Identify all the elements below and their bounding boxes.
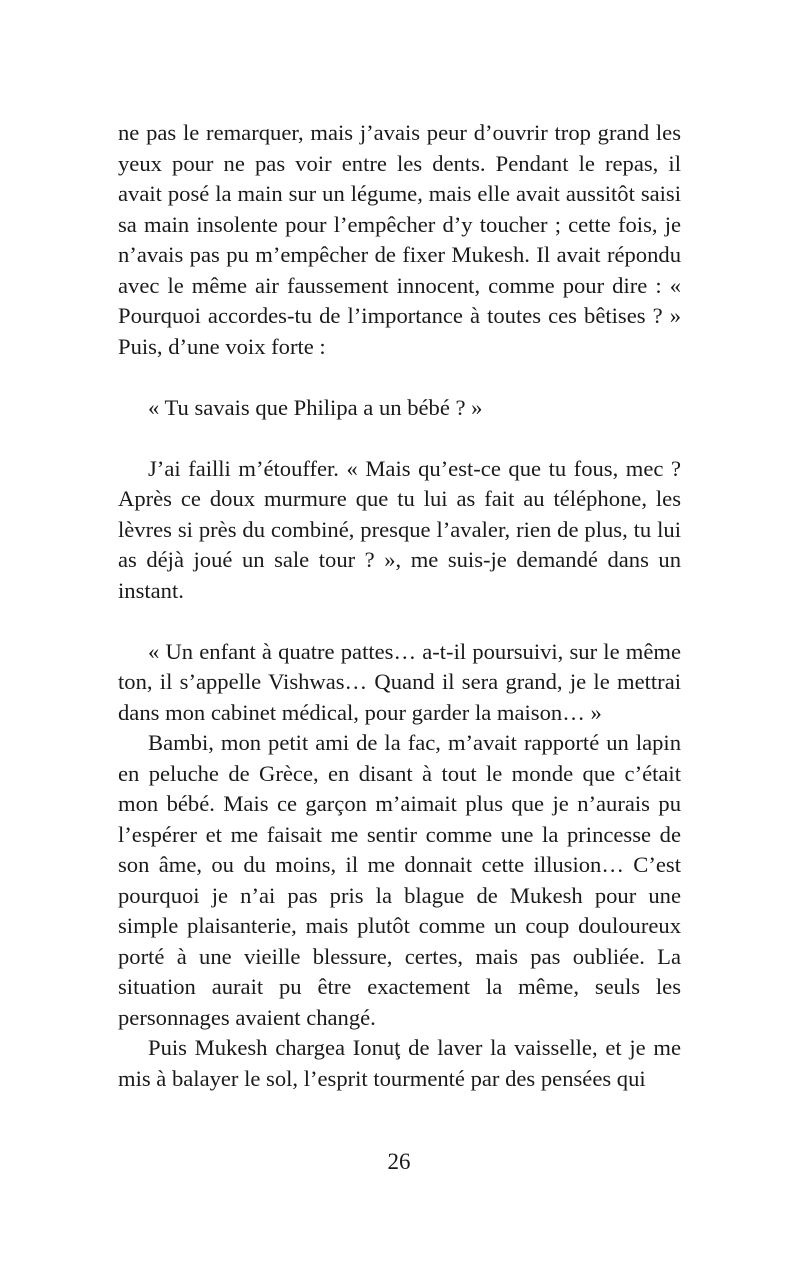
paragraph-continuation: ne pas le remarquer, mais j’avais peur d’ouvrir trop grand les yeux pour ne pas voir entre les dents. Pendant le repas, il avait posé la main sur un légume, mais elle avait aussitôt saisi sa main insolente pour l’empêcher d’y toucher ; cette fois, je n’avais pas pu m’empêcher de fixer Mukesh. Il avait répondu avec le même air faussement innocent, comme pour dire : « Pourquoi accordes-tu de l’importance à toutes ces bêtises ? » Puis, d’une voix forte :: [118, 120, 681, 359]
page-number: 26: [387, 1149, 411, 1174]
paragraph-dialogue-baby-question: « Tu savais que Philipa a un bébé ? »: [148, 394, 483, 420]
paragraph-choking: J’ai failli m’étouffer. « Mais qu’est-ce que tu fous, mec ? Après ce doux murmure que tu lui as fait au téléphone, les lèvres si près du combiné, presque l’avaler, rien de plus, tu lui as déjà joué un sale tour ? », me suis-je demandé dans un instant.: [118, 455, 681, 603]
paragraph-dishes: Puis Mukesh chargea Ionuţ de laver la vaisselle, et je me mis à balayer le sol, l’esprit tourmenté par des pensées qui: [118, 1035, 681, 1091]
page-body: [118, 118, 681, 1094]
paragraph-dialogue-vishwas: « Un enfant à quatre pattes… a-t-il poursuivi, sur le même ton, il s’appelle Vishwas… Quand il sera grand, je le mettrai dans mon cabinet médical, pour garder la maison… »: [118, 638, 681, 725]
paragraph-bambi: Bambi, mon petit ami de la fac, m’avait rapporté un lapin en peluche de Grèce, en disant à tout le monde que c’était mon bébé. Mais ce garçon m’aimait plus que je n’aurais pu l’espérer et me faisait me sentir comme une la princesse de son âme, ou du moins, il me donnait cette illusion… C’est pourquoi je n’ai pas pris la blague de Mukesh pour une simple plaisanterie, mais plutôt comme un coup douloureux porté à une vieille blessure, certes, mais pas oubliée. La situation aurait pu être exactement la même, seuls les personnages avaient changé.: [118, 730, 681, 1030]
